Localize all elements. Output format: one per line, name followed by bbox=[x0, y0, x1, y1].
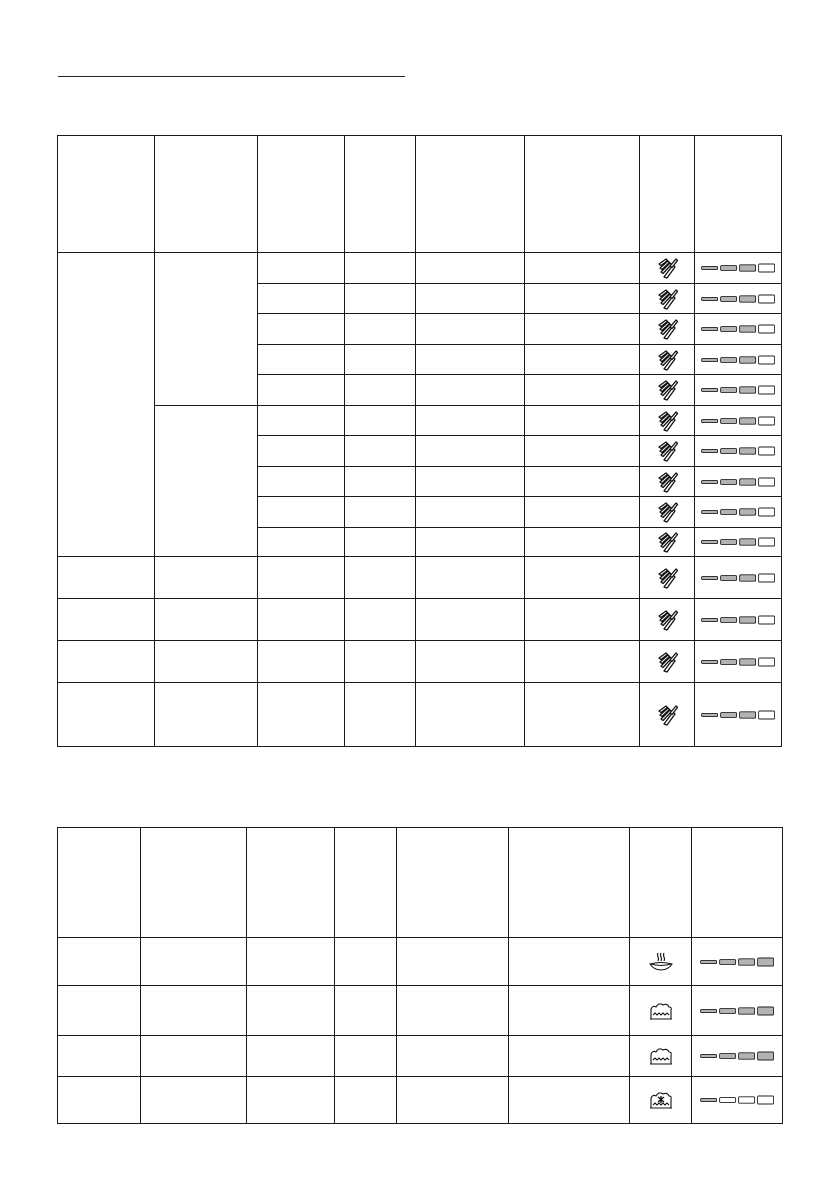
level-segment bbox=[721, 449, 737, 454]
level-segment bbox=[721, 327, 737, 332]
level-segment bbox=[759, 325, 775, 333]
level-segment bbox=[758, 1052, 774, 1060]
level-segment bbox=[740, 711, 756, 717]
level-segment bbox=[721, 575, 737, 580]
level-segment bbox=[740, 539, 756, 545]
level-segment bbox=[759, 616, 775, 624]
level-segment bbox=[702, 388, 718, 391]
level-indicator bbox=[695, 375, 782, 406]
cutlery-knives-icon bbox=[640, 314, 695, 345]
header-cell bbox=[695, 136, 782, 253]
level-segment bbox=[721, 357, 737, 362]
cutlery-knives-icon bbox=[640, 284, 695, 314]
level-segment bbox=[759, 264, 775, 272]
level-indicator bbox=[695, 557, 782, 599]
level-segment bbox=[758, 1096, 774, 1104]
level-segment bbox=[759, 386, 775, 394]
level-indicator bbox=[692, 1036, 783, 1077]
cutlery-knives-icon bbox=[640, 528, 695, 557]
level-segment bbox=[721, 418, 737, 423]
level-segment bbox=[721, 617, 737, 622]
level-segment bbox=[702, 297, 718, 300]
header-cell bbox=[345, 136, 416, 253]
level-segment bbox=[702, 449, 718, 452]
level-segment bbox=[740, 478, 756, 484]
table-row bbox=[58, 683, 782, 747]
steam-bowl-icon bbox=[630, 938, 692, 986]
level-segment bbox=[740, 616, 756, 622]
level-segment bbox=[721, 659, 737, 664]
group-cell bbox=[58, 253, 155, 557]
header-cell bbox=[640, 136, 695, 253]
level-segment bbox=[702, 266, 718, 269]
table-row bbox=[58, 1036, 783, 1077]
level-segment bbox=[721, 266, 737, 271]
oven-dish-wave-icon bbox=[630, 986, 692, 1036]
cutlery-knives-icon bbox=[640, 375, 695, 406]
level-segment bbox=[758, 958, 774, 966]
level-segment bbox=[720, 1098, 736, 1103]
level-segment bbox=[701, 1009, 717, 1012]
level-segment bbox=[758, 1007, 774, 1015]
level-segment bbox=[739, 1097, 755, 1103]
header-row bbox=[58, 136, 782, 253]
level-segment bbox=[759, 295, 775, 303]
level-segment bbox=[721, 479, 737, 484]
section-heading-rule bbox=[58, 76, 405, 77]
level-segment bbox=[759, 447, 775, 455]
level-segment bbox=[740, 658, 756, 664]
cutlery-knives-icon bbox=[640, 467, 695, 497]
table-row bbox=[58, 557, 782, 599]
level-segment bbox=[721, 296, 737, 301]
level-segment bbox=[740, 356, 756, 362]
level-segment bbox=[759, 417, 775, 425]
cutlery-knives-icon bbox=[640, 497, 695, 528]
level-segment bbox=[721, 540, 737, 545]
level-segment bbox=[740, 509, 756, 515]
level-indicator bbox=[692, 938, 783, 986]
level-segment bbox=[759, 356, 775, 364]
cutlery-knives-icon bbox=[640, 436, 695, 467]
level-indicator bbox=[695, 284, 782, 314]
level-segment bbox=[702, 540, 718, 543]
table-row bbox=[58, 253, 782, 284]
level-segment bbox=[759, 508, 775, 516]
level-segment bbox=[740, 417, 756, 423]
level-segment bbox=[759, 658, 775, 666]
level-segment bbox=[702, 576, 718, 579]
table-row bbox=[58, 938, 783, 986]
header-cell bbox=[525, 136, 640, 253]
header-cell bbox=[258, 136, 345, 253]
level-indicator bbox=[695, 497, 782, 528]
subgroup-cell bbox=[155, 253, 258, 406]
oven-dish-burnt-icon bbox=[630, 1077, 692, 1124]
level-segment bbox=[740, 295, 756, 301]
level-segment bbox=[740, 574, 756, 580]
level-segment bbox=[739, 1007, 755, 1013]
level-segment bbox=[759, 574, 775, 582]
level-segment bbox=[702, 358, 718, 361]
level-segment bbox=[759, 711, 775, 719]
cutlery-knives-icon bbox=[640, 641, 695, 683]
dishwasher-load-table bbox=[57, 135, 782, 747]
level-segment bbox=[721, 388, 737, 393]
cutlery-knives-icon bbox=[640, 557, 695, 599]
level-segment bbox=[702, 480, 718, 483]
level-indicator bbox=[695, 528, 782, 557]
level-indicator bbox=[695, 345, 782, 375]
level-segment bbox=[739, 1053, 755, 1059]
cutlery-knives-icon bbox=[640, 599, 695, 641]
level-segment bbox=[739, 958, 755, 964]
level-indicator bbox=[692, 986, 783, 1036]
level-segment bbox=[701, 960, 717, 963]
table-row bbox=[58, 641, 782, 683]
table-row bbox=[58, 986, 783, 1036]
level-segment bbox=[720, 1008, 736, 1013]
cutlery-knives-icon bbox=[640, 253, 695, 284]
level-indicator bbox=[695, 683, 782, 747]
header-row bbox=[58, 828, 783, 938]
level-segment bbox=[720, 959, 736, 964]
level-indicator bbox=[695, 467, 782, 497]
header-cell bbox=[155, 136, 258, 253]
level-segment bbox=[720, 1054, 736, 1059]
level-segment bbox=[702, 510, 718, 513]
level-segment bbox=[759, 478, 775, 486]
level-segment bbox=[702, 660, 718, 663]
oven-dish-wave-icon bbox=[630, 1036, 692, 1077]
level-segment bbox=[702, 419, 718, 422]
level-segment bbox=[702, 618, 718, 621]
level-indicator bbox=[695, 641, 782, 683]
level-segment bbox=[721, 712, 737, 717]
level-segment bbox=[702, 713, 718, 716]
level-indicator bbox=[695, 436, 782, 467]
level-segment bbox=[702, 327, 718, 330]
cutlery-knives-icon bbox=[640, 345, 695, 375]
level-segment bbox=[701, 1098, 717, 1101]
subgroup-cell bbox=[155, 406, 258, 557]
level-segment bbox=[701, 1054, 717, 1057]
cutlery-knives-icon bbox=[640, 683, 695, 747]
level-segment bbox=[740, 265, 756, 271]
table-row bbox=[58, 599, 782, 641]
header-cell bbox=[58, 136, 155, 253]
level-indicator bbox=[695, 314, 782, 345]
cutlery-knives-icon bbox=[640, 406, 695, 436]
level-indicator bbox=[695, 599, 782, 641]
level-segment bbox=[740, 448, 756, 454]
cookware-load-table bbox=[57, 827, 783, 1124]
level-segment bbox=[759, 538, 775, 546]
level-segment bbox=[740, 326, 756, 332]
header-cell bbox=[416, 136, 525, 253]
level-indicator bbox=[695, 406, 782, 436]
level-segment bbox=[740, 387, 756, 393]
table-row bbox=[58, 1077, 783, 1124]
level-indicator bbox=[695, 253, 782, 284]
table-row bbox=[58, 406, 782, 436]
level-segment bbox=[721, 510, 737, 515]
level-indicator bbox=[692, 1077, 783, 1124]
